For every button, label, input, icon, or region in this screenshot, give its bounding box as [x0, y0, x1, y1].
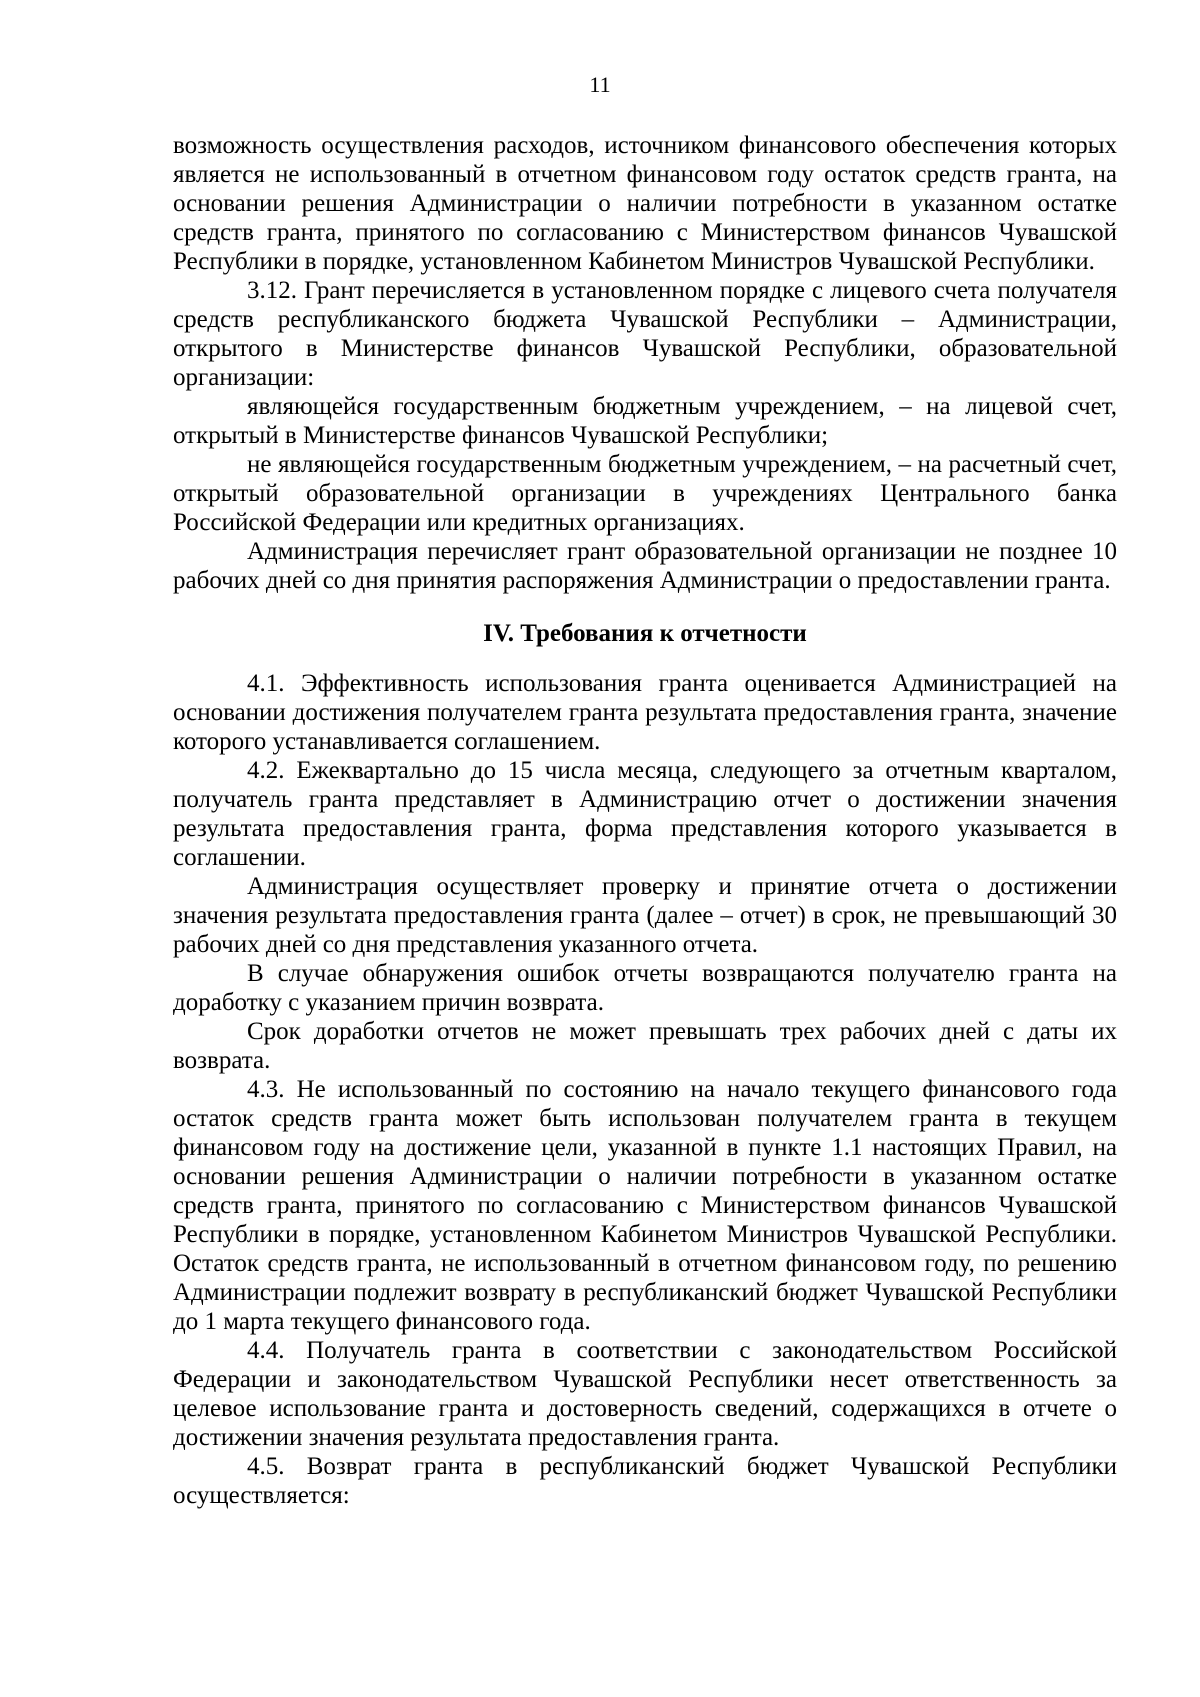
- paragraph-transfer-deadline: Администрация перечисляет грант образовательной организации не позднее 10 рабочих дней со дня принятия распоряжения Администрации о предоставлении гранта.: [173, 538, 1117, 594]
- paragraph-4-4: 4.4. Получатель гранта в соответствии с законодательством Российской Федерации и законодательством Чувашской Республики несет ответственность за целевое использование гранта и достоверность сведений, содержащихся в отчете о достижении значения результата предоставления гранта.: [173, 1337, 1117, 1451]
- paragraph-3-12: 3.12. Грант перечисляется в установленном порядке с лицевого счета получателя средств республиканского бюджета Чувашской Республики – Администрации, открытого в Министерстве финансов Чувашской Республики, образовательной организации:: [173, 277, 1117, 391]
- page-number: 11: [589, 72, 611, 97]
- paragraph-4-2: 4.2. Ежеквартально до 15 числа месяца, следующего за отчетным кварталом, получатель гранта представляет в Администрацию отчет о достижении значения результата предоставления гранта, форма представления которого указывается в соглашении.: [173, 757, 1117, 871]
- paragraph-4-5: 4.5. Возврат гранта в республиканский бюджет Чувашской Республики осуществляется:: [173, 1453, 1117, 1509]
- section-heading-iv: IV. Требования к отчетности: [483, 620, 807, 647]
- paragraph-non-budget-institution: не являющейся государственным бюджетным учреждением, – на расчетный счет, открытый образовательной организации в учреждениях Центрального банка Российской Федерации или кредитных организациях.: [173, 451, 1117, 536]
- paragraph-revision-term: Срок доработки отчетов не может превышать трех рабочих дней с даты их возврата.: [173, 1018, 1117, 1074]
- document-body: [173, 131, 1117, 1510]
- paragraph-budget-institution: являющейся государственным бюджетным учреждением, – на лицевой счет, открытый в Министерстве финансов Чувашской Республики;: [173, 393, 1117, 449]
- paragraph-4-1: 4.1. Эффективность использования гранта оценивается Администрацией на основании достижения получателем гранта результата предоставления гранта, значение которого устанавливается соглашением.: [173, 670, 1117, 755]
- paragraph-report-check: Администрация осуществляет проверку и принятие отчета о достижении значения результата предоставления гранта (далее – отчет) в срок, не превышающий 30 рабочих дней со дня представления указанного отчета.: [173, 873, 1117, 958]
- paragraph-continuation: возможность осуществления расходов, источником финансового обеспечения которых является не использованный в отчетном финансовом году остаток средств гранта, на основании решения Администрации о наличии потребности в указанном остатке средств гранта, принятого по согласованию с Министерством финансов Чувашской Республики в порядке, установленном Кабинетом Министров Чувашской Республики.: [173, 132, 1117, 275]
- paragraph-report-errors: В случае обнаружения ошибок отчеты возвращаются получателю гранта на доработку с указанием причин возврата.: [173, 960, 1117, 1016]
- paragraph-4-3: 4.3. Не использованный по состоянию на начало текущего финансового года остаток средств гранта может быть использован получателем гранта в текущем финансовом году на достижение цели, указанной в пункте 1.1 настоящих Правил, на основании решения Администрации о наличии потребности в указанном остатке средств гранта, принятого по согласованию с Министерством финансов Чувашской Республики в порядке, установленном Кабинетом Министров Чувашской Республики. Остаток средств гранта, не использованный в отчетном финансовом году, по решению Администрации подлежит возврату в республиканский бюджет Чувашской Республики до 1 марта текущего финансового года.: [173, 1076, 1117, 1335]
